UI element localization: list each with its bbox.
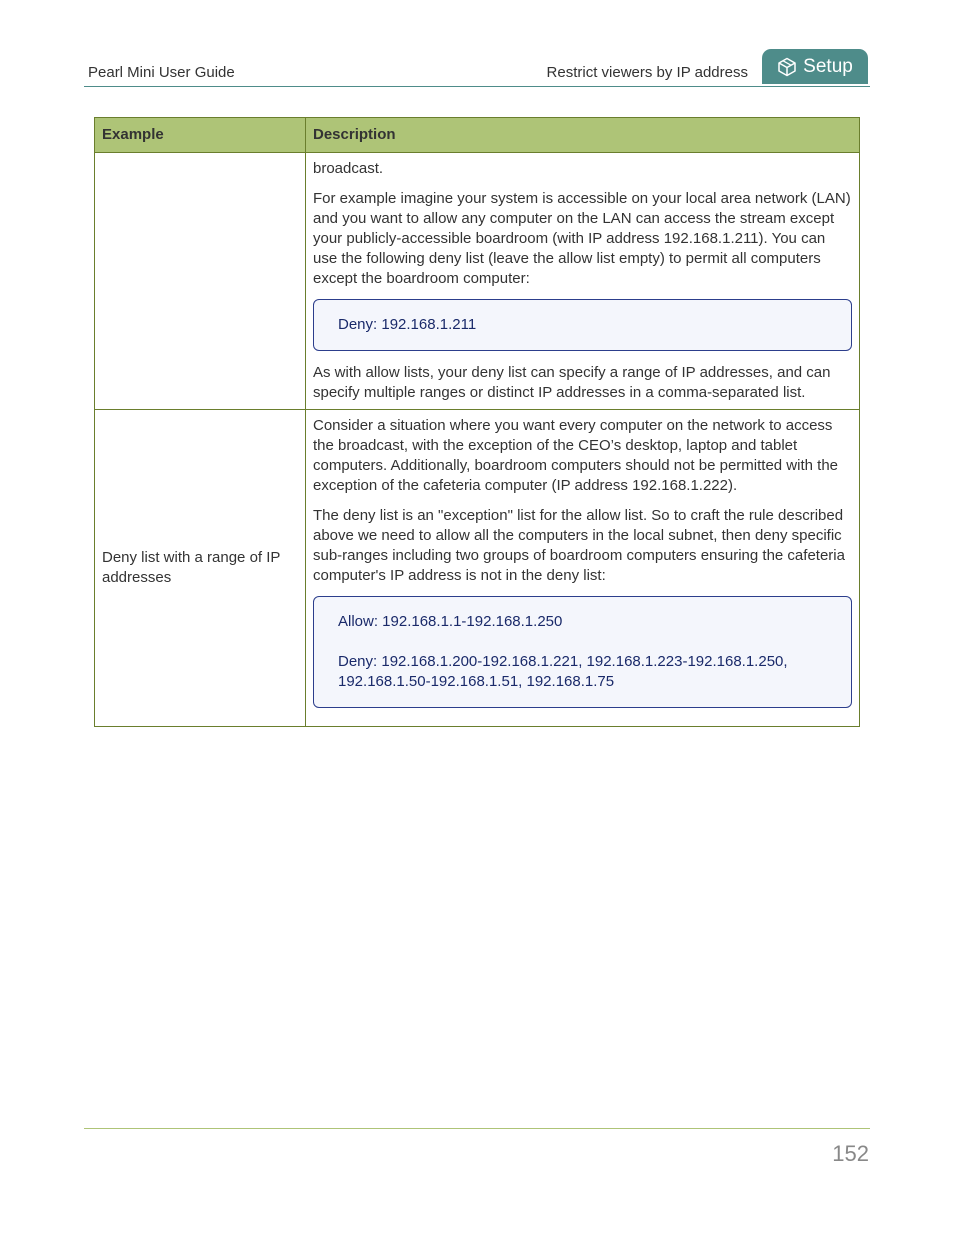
table-row [95,410,860,727]
column-header-example: Example [95,118,306,153]
header-divider [84,86,870,87]
example-cell [95,153,306,410]
page-number: 152 [832,1141,869,1166]
table-header-row [95,118,860,153]
deny-rule: Deny: 192.168.1.211 [338,316,477,333]
column-header-description: Description [306,118,860,153]
document-title: Pearl Mini User Guide [88,64,235,81]
cube-icon [777,57,797,77]
examples-table [94,117,860,727]
description-paragraph: As with allow lists, your deny list can specify a range of IP addresses, and can specify multiple ranges or distinct IP addresses in a comma-separated list. [313,364,831,401]
setup-tab[interactable] [762,49,868,84]
footer-divider [84,1128,870,1129]
example-cell: Deny list with a range of IP addresses [95,410,306,727]
code-block [313,299,852,351]
description-paragraph: Consider a situation where you want every computer on the network to access the broadcast, with the exception of the CEO’s desktop, laptop and tablet computers. Additionally, boardroom computers should not be permitted with the exception of the cafeteria computer (IP address 192.168.1.222). [313,417,838,494]
description-cell [306,153,860,410]
allow-rule: Allow: 192.168.1.1-192.168.1.250 [338,613,563,630]
deny-rule: Deny: 192.168.1.200-192.168.1.221, 192.168.1.223-192.168.1.250, 192.168.1.50-192.168.1.51, 192.168.1.75 [338,653,788,690]
description-cell [306,410,860,727]
section-title: Restrict viewers by IP address [546,64,748,81]
description-paragraph: The deny list is an "exception" list for the allow list. So to craft the rule described above we need to allow all the computers in the local subnet, then deny specific sub-ranges including two groups of boardroom computers ensuring the cafeteria computer's IP address is not in the deny list: [313,507,845,584]
description-paragraph: broadcast. [313,160,384,177]
code-block [313,596,852,708]
table-row [95,153,860,410]
setup-tab-label: Setup [803,55,853,77]
description-paragraph: For example imagine your system is accessible on your local area network (LAN) and you want to allow any computer on the LAN can access the stream except your publicly-accessible boardroom (with IP address 192.168.1.211). You can use the following deny list (leave the allow list empty) to permit all computers except the boardroom computer: [313,190,851,287]
